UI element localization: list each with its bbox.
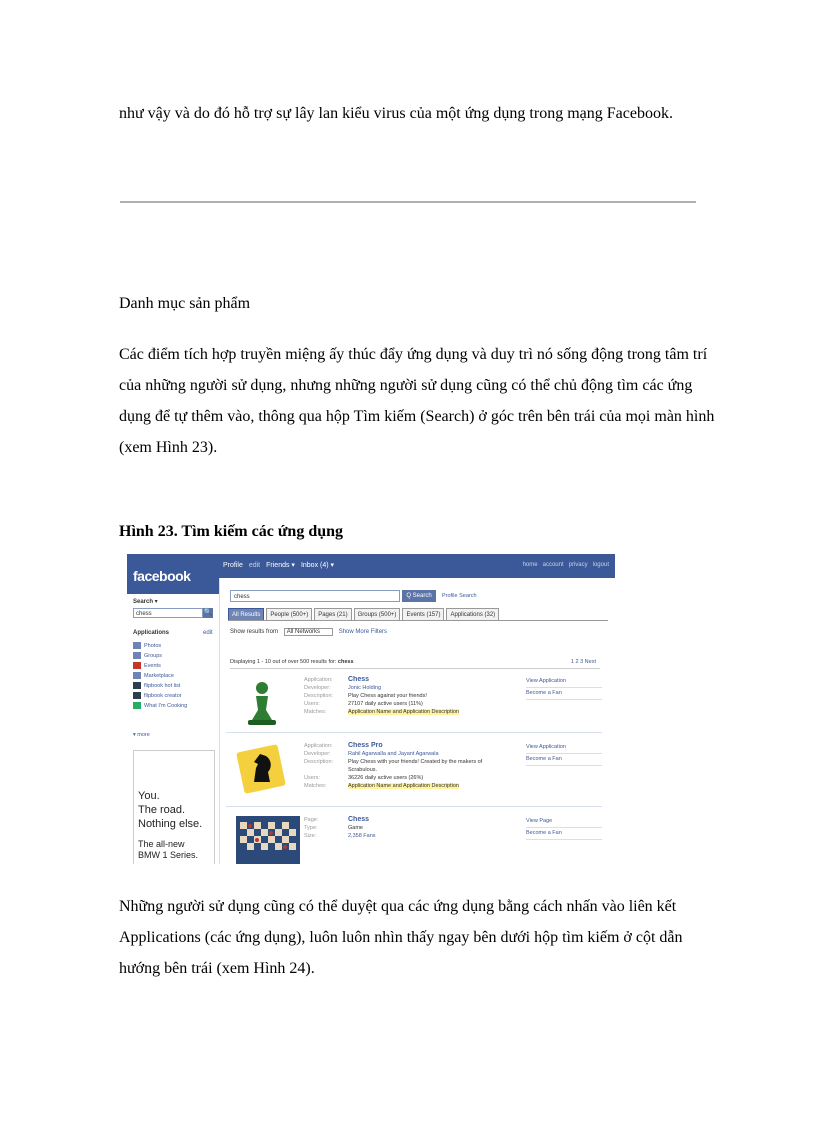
show-from-label: Show results from: [230, 629, 279, 635]
photos-icon: [133, 642, 141, 649]
more-filters-link[interactable]: Show More Filters: [338, 629, 388, 635]
ad-subline: The all-new BMW 1 Series.: [138, 839, 199, 860]
sidebar-item-flipbook-creator[interactable]: flipbook creator: [133, 691, 215, 701]
result-actions: [526, 742, 602, 766]
become-fan-link[interactable]: Become a Fan: [526, 828, 602, 840]
result-tabs: [228, 608, 501, 620]
profile-search-link[interactable]: Profile Search: [442, 593, 477, 599]
tab-pages[interactable]: Pages (21): [314, 608, 351, 621]
tab-people[interactable]: People (500+): [266, 608, 312, 621]
search-results-panel: [219, 578, 615, 864]
tab-underline: [228, 620, 608, 621]
util-account[interactable]: account: [542, 562, 564, 568]
sidebar-item-marketplace[interactable]: Marketplace: [133, 671, 215, 681]
displaying-term: chess: [337, 659, 354, 665]
result-item: [226, 736, 602, 807]
applications-link[interactable]: Applications: [133, 630, 170, 636]
view-application-link[interactable]: View Application: [526, 742, 602, 754]
result-title[interactable]: Chess: [348, 816, 370, 823]
flipbook-icon: [133, 682, 141, 689]
result-item: [226, 670, 602, 733]
sidebar-item-cooking[interactable]: What I'm Cooking: [133, 701, 215, 711]
chess-pawn-icon: [236, 676, 288, 728]
util-privacy[interactable]: privacy: [568, 562, 588, 568]
sidebar-item-groups[interactable]: Groups: [133, 651, 215, 661]
horizontal-divider: [120, 201, 696, 203]
nav-inbox[interactable]: Inbox (4) ▾: [300, 562, 335, 569]
become-fan-link[interactable]: Become a Fan: [526, 754, 602, 766]
sidebar-item-events[interactable]: Events: [133, 661, 215, 671]
result-title[interactable]: Chess Pro: [348, 742, 383, 749]
network-filter: [230, 628, 387, 636]
sidebar-item-photos[interactable]: Photos: [133, 641, 215, 651]
events-icon: [133, 662, 141, 669]
cooking-icon: [133, 702, 141, 709]
result-actions: [526, 676, 602, 700]
nav-friends[interactable]: Friends ▾: [266, 562, 295, 569]
more-link[interactable]: ▾ more: [133, 732, 150, 738]
search-button[interactable]: Q Search: [402, 590, 436, 602]
view-page-link[interactable]: View Page: [526, 816, 602, 828]
body-paragraph: Những người sử dụng cũng có thể duyệt qua các ứng dụng bằng cách nhấn vào liên kết Applications (các ứng dụng), luôn luôn nhìn thấy ngay bên dưới hộp tìm kiếm ở cột dẫn hướng bên trái (xem Hình 24).: [119, 898, 683, 977]
result-details: Application: Chess Pro Developer: Rahil Agarwalla and Jayant Agarwala Description: Play Chess with your friends! Created by the makers of Scrabulous. Users: 36226 daily active users (26%) Matches: Application Name and Application Description: [304, 742, 483, 789]
marketplace-icon: [133, 672, 141, 679]
util-home[interactable]: home: [522, 562, 538, 568]
results-summary: [230, 656, 600, 669]
result-item: [226, 810, 602, 864]
search-icon[interactable]: 🔍: [203, 609, 213, 616]
nav-edit[interactable]: edit: [248, 562, 261, 569]
bmw-advertisement[interactable]: [133, 750, 215, 864]
utility-links: [518, 562, 609, 568]
body-paragraph: Các điểm tích hợp truyền miệng ấy thúc đẩy ứng dụng và duy trì nó sống động trong tâm trí của những người sử dụng, nhưng những người sử dụng cũng có thể chủ động tìm các ứng dụng để tự thêm vào, thông qua hộp Tìm kiếm (Search) ở góc trên bên trái của mọi màn hình (xem Hình 23).: [119, 346, 715, 456]
result-details: Page: Chess Type: Game Size: 2,358 Fans: [304, 816, 376, 839]
nav-profile[interactable]: Profile: [223, 562, 243, 569]
result-title[interactable]: Chess: [348, 676, 370, 683]
chess-knight-icon: [236, 742, 288, 794]
application-list: [133, 641, 215, 711]
pagination[interactable]: 1 2 3 Next: [570, 659, 596, 665]
flipbook-icon: [133, 692, 141, 699]
top-nav: [223, 561, 340, 569]
ad-headline: You. The road. Nothing else.: [138, 790, 203, 830]
search-query-input[interactable]: chess: [230, 590, 400, 602]
sidebar-search-label: Search ▾: [133, 599, 158, 605]
figure-caption: Hình 23. Tìm kiếm các ứng dụng: [119, 523, 344, 540]
become-fan-link[interactable]: Become a Fan: [526, 688, 602, 700]
tab-groups[interactable]: Groups (500+): [354, 608, 401, 621]
result-details: Application: Chess Developer: Jonic Holding Description: Play Chess against your friends! Users: 27107 daily active users (11%) Matches: Application Name and Application Description: [304, 676, 459, 715]
facebook-search-screenshot: [127, 554, 615, 864]
tab-applications[interactable]: Applications (32): [446, 608, 499, 621]
groups-icon: [133, 652, 141, 659]
chessboard-icon: [236, 816, 300, 864]
tab-all-results[interactable]: All Results: [228, 608, 264, 621]
sidebar-item-flipbook-hot-list[interactable]: flipbook hot list: [133, 681, 215, 691]
left-sidebar: [127, 594, 217, 864]
tab-events[interactable]: Events (157): [402, 608, 444, 621]
body-paragraph: như vậy và do đó hỗ trợ sự lây lan kiểu virus của một ứng dụng trong mạng Facebook.: [119, 105, 673, 122]
applications-edit-link[interactable]: edit: [203, 630, 213, 636]
util-logout[interactable]: logout: [592, 562, 609, 568]
sidebar-search-input[interactable]: chess: [133, 608, 203, 618]
network-select[interactable]: All Networks: [284, 628, 333, 636]
result-actions: [526, 816, 602, 840]
section-heading: Danh mục sản phẩm: [119, 295, 251, 312]
facebook-logo: facebook: [127, 554, 219, 594]
displaying-text: Displaying 1 - 10 out of over 500 results for:: [230, 659, 337, 665]
view-application-link[interactable]: View Application: [526, 676, 602, 688]
